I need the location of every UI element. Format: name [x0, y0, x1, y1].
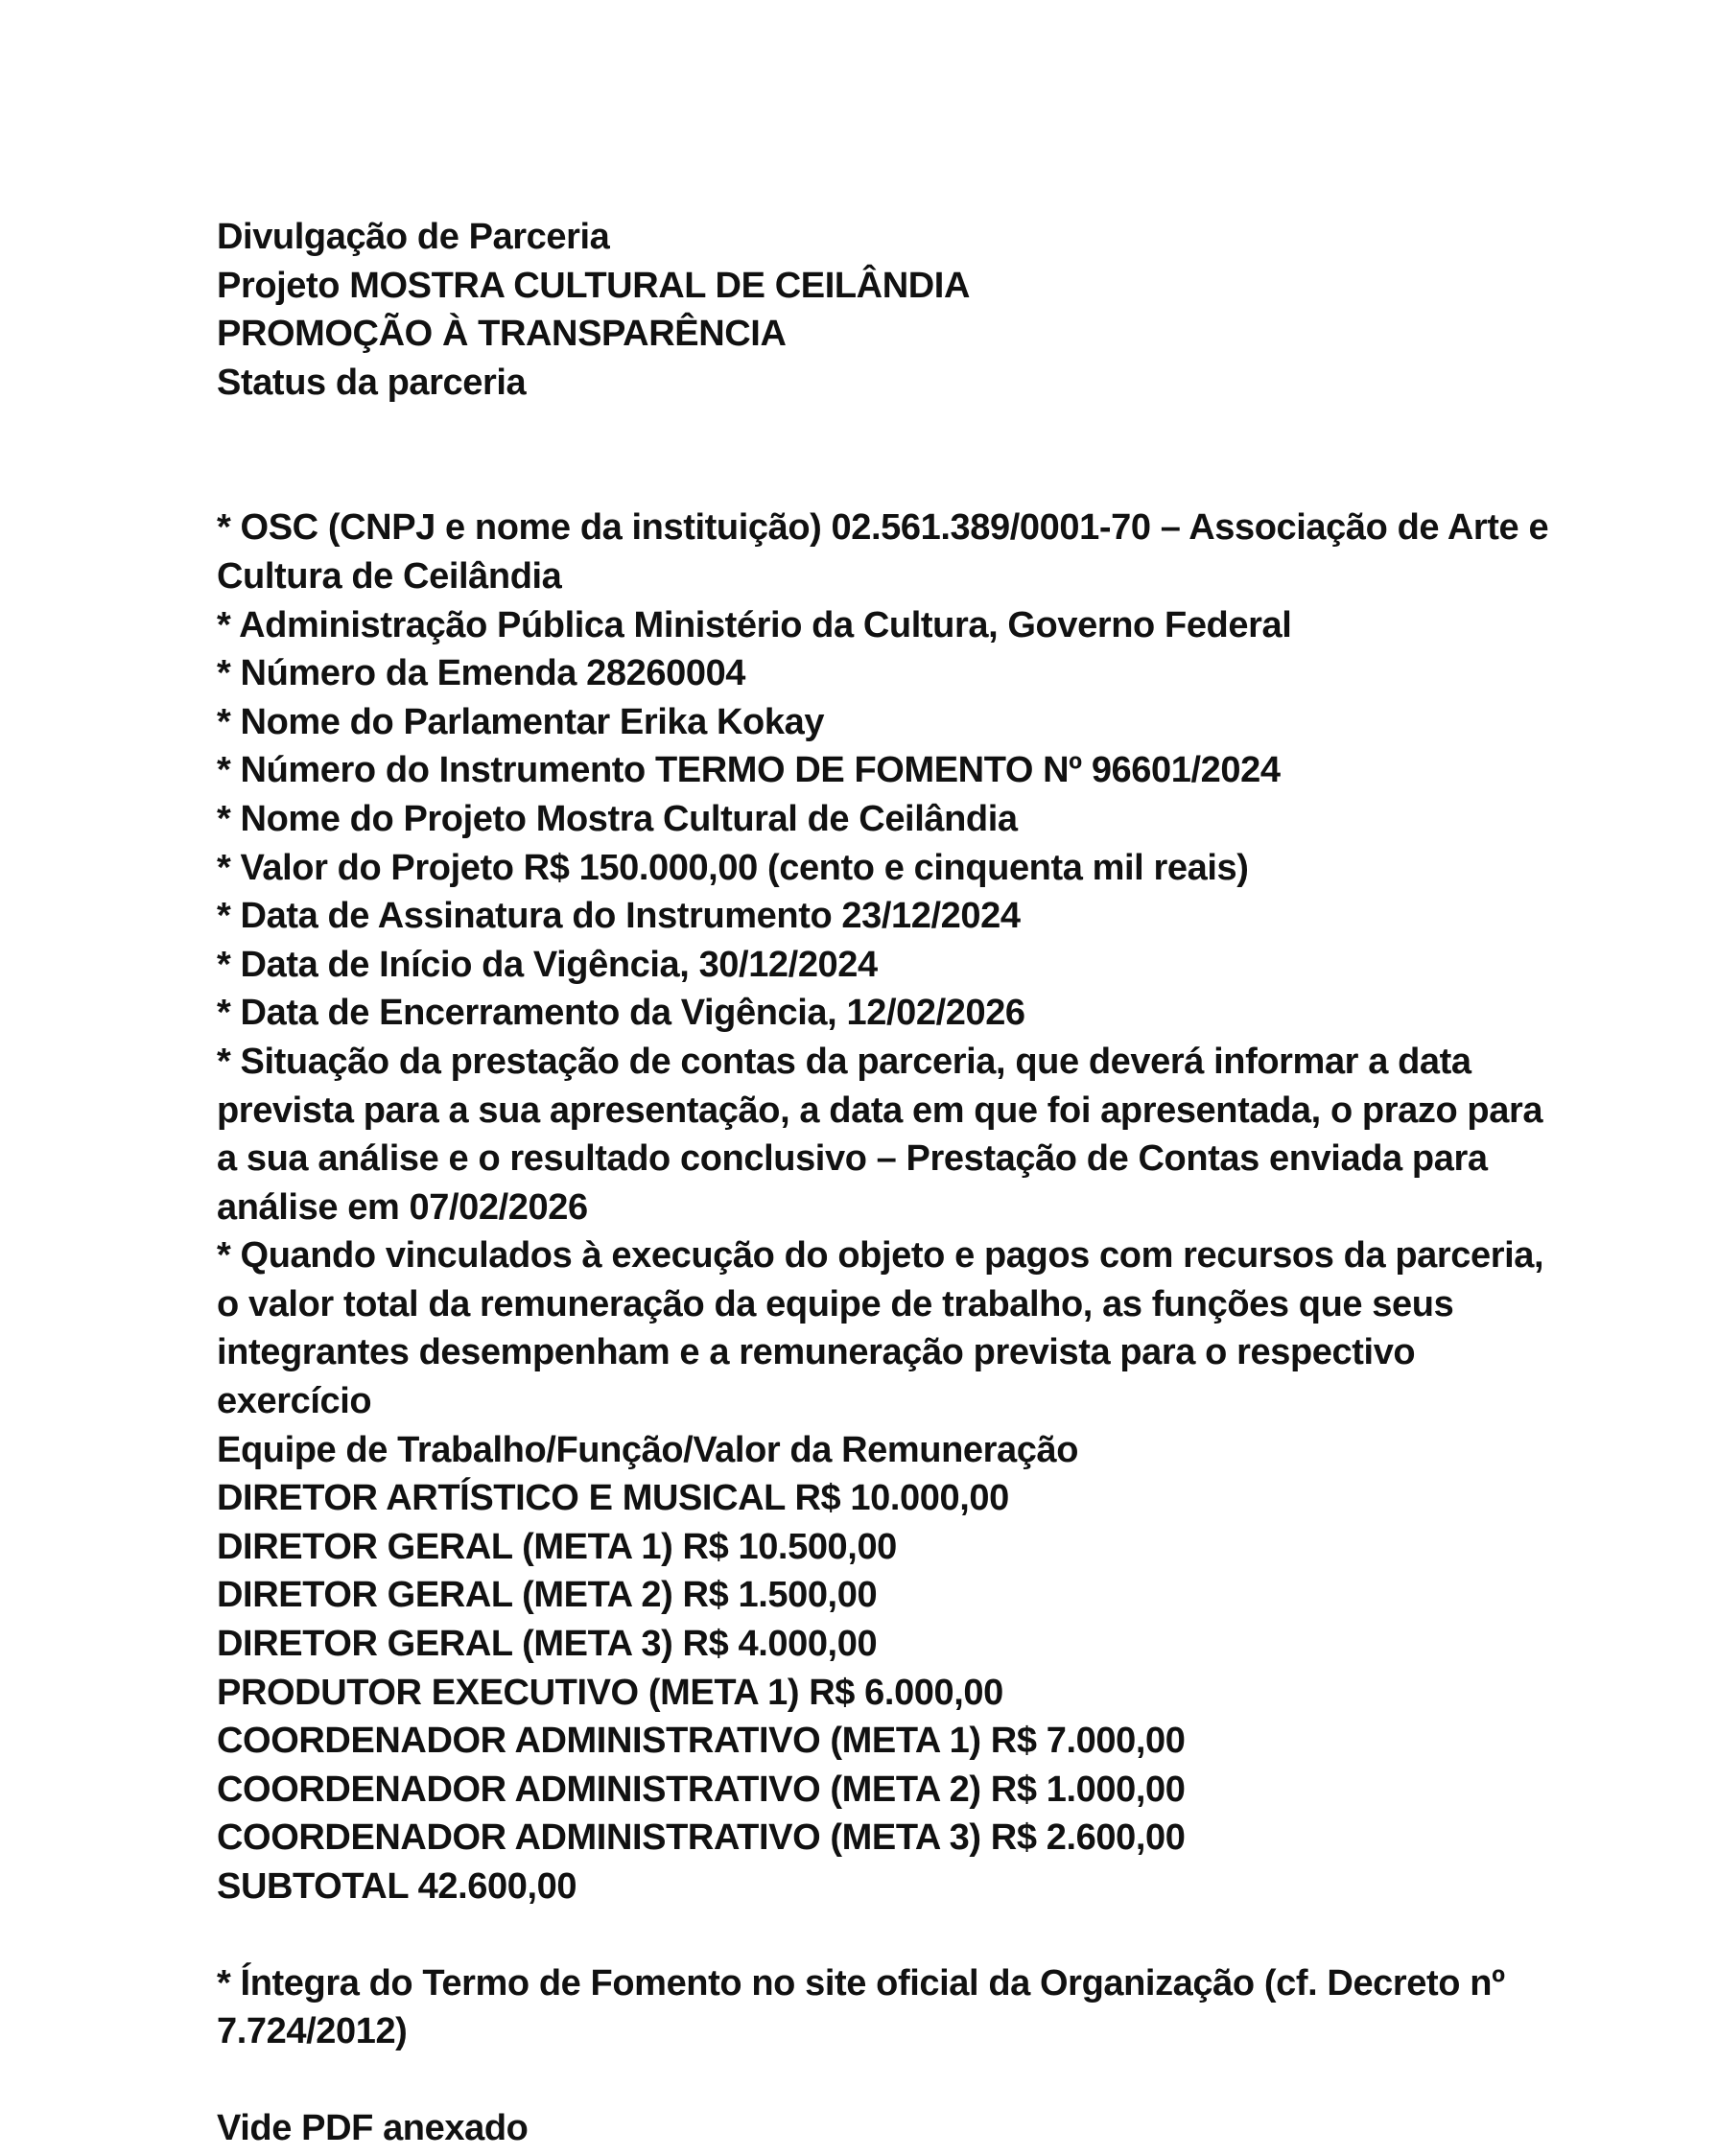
team-row: DIRETOR GERAL (META 2) R$ 1.500,00	[217, 1575, 878, 1616]
list-item-valor	[217, 844, 1636, 893]
team-row: DIRETOR GERAL (META 1) R$ 10.500,00	[217, 1526, 897, 1567]
footer-note-line: 7.724/2012)	[217, 2011, 408, 2052]
list-item-line: * Quando vinculados à execução do objeto e pagos com recursos da parceria,	[217, 1235, 1544, 1277]
team-row: COORDENADOR ADMINISTRATIVO (META 3) R$ 2.600,00	[217, 1817, 1186, 1859]
footer-note	[217, 1959, 1636, 2056]
list-item-instrumento	[217, 746, 1636, 795]
header-project: Projeto MOSTRA CULTURAL DE CEILÂNDIA	[217, 265, 970, 306]
team-section	[217, 1426, 1636, 1911]
list-item-line: a sua análise e o resultado conclusivo – Prestação de Contas enviada para	[217, 1138, 1488, 1180]
team-row: DIRETOR GERAL (META 3) R$ 4.000,00	[217, 1624, 878, 1665]
item-list	[217, 504, 1636, 1425]
list-item-line: * Valor do Projeto R$ 150.000,00 (cento e cinquenta mil reais)	[217, 847, 1249, 888]
list-item-administracao	[217, 601, 1636, 650]
list-item-line: * Data de Encerramento da Vigência, 12/02/2026	[217, 993, 1025, 1034]
list-item-line: o valor total da remuneração da equipe de trabalho, as funções que seus	[217, 1283, 1454, 1324]
header-subtitle: PROMOÇÃO À TRANSPARÊNCIA	[217, 314, 787, 355]
document-header	[217, 213, 1636, 407]
list-item-line: * OSC (CNPJ e nome da instituição) 02.561.389/0001-70 – Associação de Arte e	[217, 507, 1549, 549]
spacer	[217, 1911, 1636, 1959]
list-item-line: * Nome do Parlamentar Erika Kokay	[217, 701, 825, 742]
list-item-remuneracao	[217, 1231, 1636, 1425]
team-subtotal: SUBTOTAL 42.600,00	[217, 1866, 577, 1907]
list-item-line: exercício	[217, 1381, 372, 1422]
list-item-emenda	[217, 649, 1636, 698]
list-item-assinatura	[217, 892, 1636, 941]
header-status: Status da parceria	[217, 362, 527, 403]
list-item-line: * Situação da prestação de contas da parceria, que deverá informar a data	[217, 1041, 1471, 1082]
list-item-prestacao-contas	[217, 1038, 1636, 1231]
spacer	[217, 407, 1636, 504]
team-heading: Equipe de Trabalho/Função/Valor da Remuneração	[217, 1429, 1079, 1470]
spacer	[217, 2056, 1636, 2104]
team-row: COORDENADOR ADMINISTRATIVO (META 2) R$ 1.000,00	[217, 1769, 1186, 1810]
attachment-text: Vide PDF anexado	[217, 2107, 529, 2148]
list-item-line: análise em 07/02/2026	[217, 1186, 588, 1228]
list-item-line: * Número do Instrumento TERMO DE FOMENTO Nº 96601/2024	[217, 750, 1281, 791]
list-item-line: * Data de Assinatura do Instrumento 23/12/2024	[217, 896, 1021, 937]
list-item-line: * Nome do Projeto Mostra Cultural de Ceilândia	[217, 798, 1018, 839]
list-item-projeto	[217, 795, 1636, 844]
list-item-line: * Data de Início da Vigência, 30/12/2024	[217, 944, 878, 985]
document-page	[217, 213, 1636, 2152]
footer-note-line: * Íntegra do Termo de Fomento no site oficial da Organização (cf. Decreto nº	[217, 1962, 1505, 2004]
attachment-note	[217, 2104, 1636, 2153]
list-item-parlamentar	[217, 698, 1636, 747]
team-row: PRODUTOR EXECUTIVO (META 1) R$ 6.000,00	[217, 1672, 1003, 1713]
list-item-line: prevista para a sua apresentação, a data em que foi apresentada, o prazo para	[217, 1090, 1543, 1131]
list-item-line: * Administração Pública Ministério da Cultura, Governo Federal	[217, 604, 1292, 645]
header-title: Divulgação de Parceria	[217, 217, 610, 257]
team-row: DIRETOR ARTÍSTICO E MUSICAL R$ 10.000,00	[217, 1478, 1009, 1519]
list-item-line: * Número da Emenda 28260004	[217, 653, 746, 694]
list-item-osc	[217, 504, 1636, 600]
list-item-line: Cultura de Ceilândia	[217, 555, 562, 597]
list-item-line: integrantes desempenham e a remuneração prevista para o respectivo	[217, 1332, 1416, 1373]
list-item-encerramento-vigencia	[217, 989, 1636, 1038]
list-item-inicio-vigencia	[217, 941, 1636, 990]
team-row: COORDENADOR ADMINISTRATIVO (META 1) R$ 7.000,00	[217, 1721, 1186, 1762]
